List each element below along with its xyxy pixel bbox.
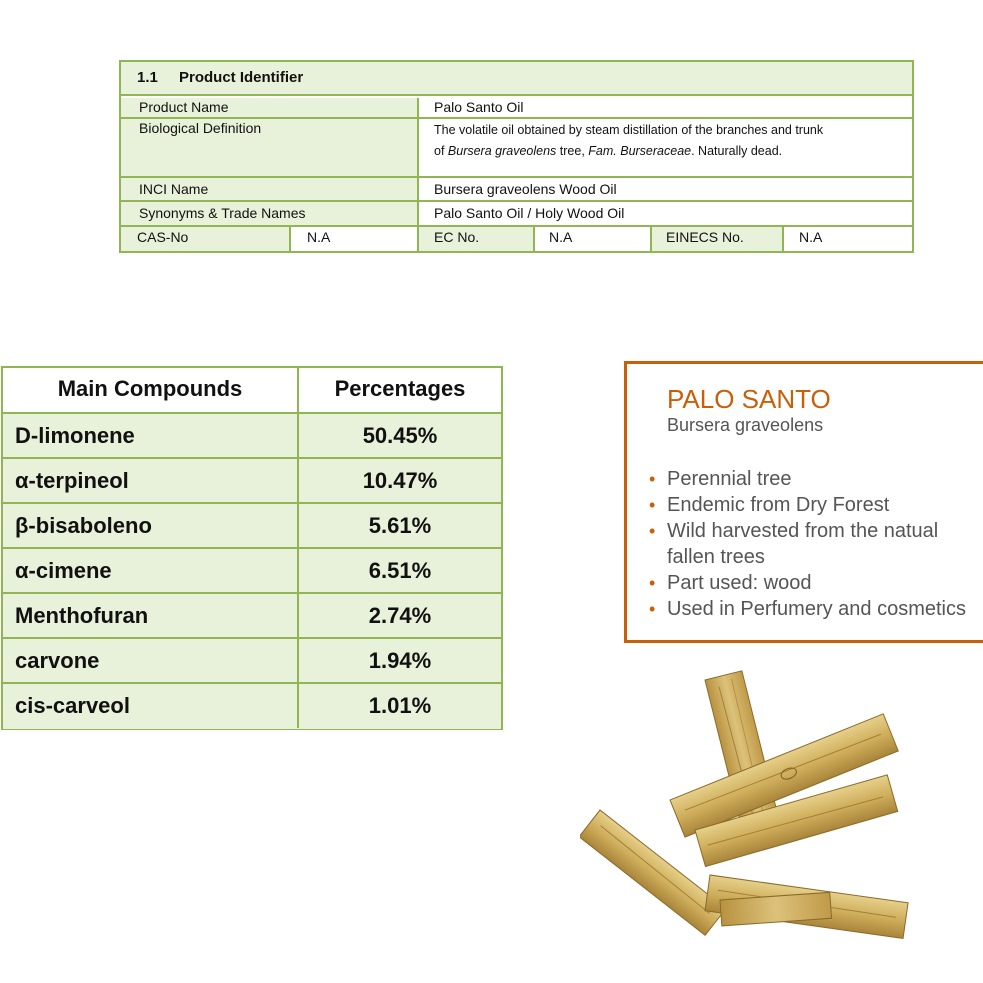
- einecs-label: EINECS No.: [652, 227, 784, 251]
- list-item: [649, 518, 983, 570]
- header-main-compounds: Main Compounds: [57, 376, 243, 401]
- compound-percentage: 5.61%: [368, 513, 432, 538]
- compound-name: carvone: [15, 648, 100, 673]
- bullet-icon: •: [649, 469, 656, 489]
- table-row: [3, 459, 501, 504]
- bio-def-label: Biological Definition: [121, 119, 419, 176]
- compound-name: cis-carveol: [15, 693, 130, 718]
- list-item: [649, 570, 983, 596]
- list-item: [649, 466, 983, 492]
- card-title: PALO SANTO: [667, 384, 831, 414]
- compound-name: β-bisaboleno: [15, 513, 152, 538]
- bullet-text: Used in Perfumery and cosmetics: [667, 598, 967, 620]
- table-row: [3, 594, 501, 639]
- section-title: Product Identifier: [179, 69, 304, 86]
- bio-def-value: [419, 119, 912, 176]
- compound-percentage: 1.94%: [368, 648, 432, 673]
- row-inci-name: [121, 178, 912, 202]
- compound-name: α-terpineol: [15, 468, 129, 493]
- inci-label: INCI Name: [121, 178, 419, 200]
- row-synonyms: [121, 202, 912, 227]
- bio-def-prefix: of: [434, 144, 448, 158]
- bio-def-family: Fam. Burseraceae: [588, 144, 692, 158]
- inci-value: Bursera graveolens Wood Oil: [434, 181, 617, 197]
- column-divider: [297, 368, 299, 728]
- header-percentages: Percentages: [334, 376, 466, 401]
- bio-def-suffix: . Naturally dead.: [691, 144, 783, 158]
- bullet-text: Endemic from Dry Forest: [667, 494, 890, 516]
- card-bullet-list: [649, 466, 983, 622]
- compound-name: α-cimene: [15, 558, 112, 583]
- table-row: [3, 639, 501, 684]
- product-name-value: Palo Santo Oil: [434, 99, 524, 115]
- row-registry-numbers: [121, 227, 912, 251]
- bullet-icon: •: [649, 599, 656, 619]
- bio-def-species: Bursera graveolens: [447, 144, 557, 158]
- section-header: [121, 62, 912, 96]
- bio-def-line1: The volatile oil obtained by steam distillation of the branches and trunk: [434, 123, 824, 137]
- list-item: [649, 492, 983, 518]
- compound-percentage: 1.01%: [368, 693, 432, 718]
- cas-label: CAS-No: [121, 227, 291, 251]
- bullet-text: Perennial tree: [667, 468, 792, 490]
- row-biological-definition: [121, 119, 912, 178]
- palo-santo-info-card: [624, 361, 983, 643]
- bullet-text: Wild harvested from the natual fallen trees: [667, 520, 939, 568]
- table-row: [3, 549, 501, 594]
- table-row: [3, 504, 501, 549]
- compound-name: D-limonene: [15, 423, 135, 448]
- compound-percentage: 50.45%: [362, 423, 438, 448]
- ec-value: N.A: [535, 227, 652, 251]
- row-product-name: [121, 98, 912, 119]
- bio-def-line2: [434, 141, 912, 162]
- list-item: [649, 596, 983, 622]
- compound-percentage: 10.47%: [362, 468, 438, 493]
- compound-percentage: 2.74%: [368, 603, 432, 628]
- einecs-value: N.A: [799, 229, 823, 245]
- compounds-table: [1, 366, 503, 730]
- bullet-icon: •: [649, 495, 656, 515]
- ec-label: EC No.: [419, 227, 535, 251]
- product-name-label: Product Name: [121, 98, 419, 117]
- bullet-text: Part used: wood: [667, 572, 812, 594]
- table-row: [3, 684, 501, 729]
- card-subtitle: Bursera graveolens: [667, 415, 824, 435]
- compounds-header-row: [3, 368, 501, 414]
- bullet-icon: •: [649, 521, 656, 541]
- product-identifier-table: [119, 60, 914, 253]
- bio-def-mid: tree,: [556, 144, 589, 158]
- section-number: 1.1: [137, 69, 158, 86]
- compound-percentage: 6.51%: [368, 558, 432, 583]
- synonyms-value: Palo Santo Oil / Holy Wood Oil: [434, 205, 625, 221]
- table-row: [3, 414, 501, 459]
- bullet-icon: •: [649, 573, 656, 593]
- palo-santo-sticks-image: [580, 660, 920, 960]
- compound-name: Menthofuran: [15, 603, 149, 628]
- synonyms-label: Synonyms & Trade Names: [121, 202, 419, 225]
- cas-value: N.A: [291, 227, 419, 251]
